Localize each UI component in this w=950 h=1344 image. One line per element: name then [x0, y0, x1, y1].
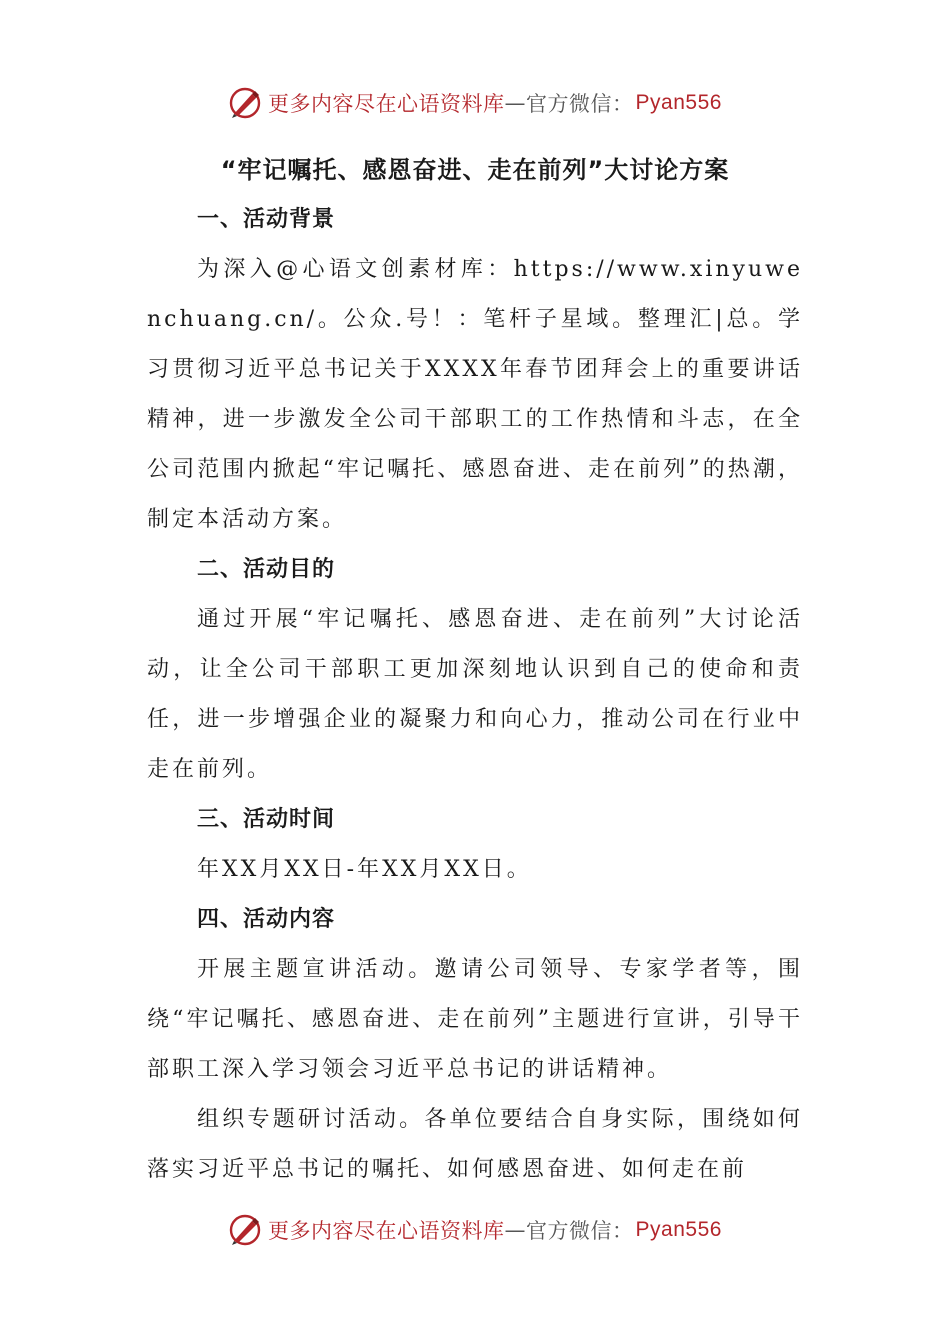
pen-logo-icon	[228, 1213, 262, 1247]
section-heading-background: 一、活动背景	[197, 207, 336, 232]
banner-dash: —	[504, 91, 527, 115]
document-title: “牢记嘱托、感恩奋进、走在前列”大讨论方案	[220, 156, 730, 184]
pen-logo-icon	[228, 86, 262, 120]
footer-dash: —	[504, 1218, 527, 1242]
banner-wechat-label: 官方微信：	[526, 92, 634, 116]
footer-brand-text: 更多内容尽在心语资料库	[268, 1219, 505, 1243]
section-heading-content: 四、活动内容	[197, 907, 336, 932]
footer-wechat-id: Pyan556	[635, 1218, 722, 1241]
header-watermark-banner	[0, 83, 950, 123]
section-paragraph-background: 为深入@心语文创素材库：https://www.xinyuwenchuang.cn/。公众.号！：笔杆子星域。整理汇|总。学习贯彻习近平总书记关于XXXX年春节团拜会上的重要讲话精神，进一步激发全公司干部职工的工作热情和斗志，在全公司范围内掀起“牢记嘱托、感恩奋进、走在前列”的热潮，制定本活动方案。	[147, 257, 803, 532]
section-heading-purpose: 二、活动目的	[197, 557, 336, 582]
banner-wechat-id: Pyan556	[635, 91, 722, 114]
footer-wechat-label: 官方微信：	[526, 1219, 634, 1243]
section-heading-time: 三、活动时间	[197, 807, 336, 832]
section-paragraph-content-2: 组织专题研讨活动。各单位要结合自身实际，围绕如何落实习近平总书记的嘱托、如何感恩奋进、如何走在前	[147, 1107, 803, 1182]
section-paragraph-purpose: 通过开展“牢记嘱托、感恩奋进、走在前列”大讨论活动，让全公司干部职工更加深刻地认识到自己的使命和责任，进一步增强企业的凝聚力和向心力，推动公司在行业中走在前列。	[147, 607, 803, 782]
banner-brand-text: 更多内容尽在心语资料库	[268, 92, 505, 116]
section-paragraph-content-1: 开展主题宣讲活动。邀请公司领导、专家学者等，围绕“牢记嘱托、感恩奋进、走在前列”主题进行宣讲，引导干部职工深入学习领会习近平总书记的讲话精神。	[147, 957, 803, 1082]
document-body	[147, 195, 803, 1195]
section-paragraph-time: 年XX月XX日-年XX月XX日。	[197, 857, 532, 882]
footer-watermark-banner	[0, 1210, 950, 1250]
